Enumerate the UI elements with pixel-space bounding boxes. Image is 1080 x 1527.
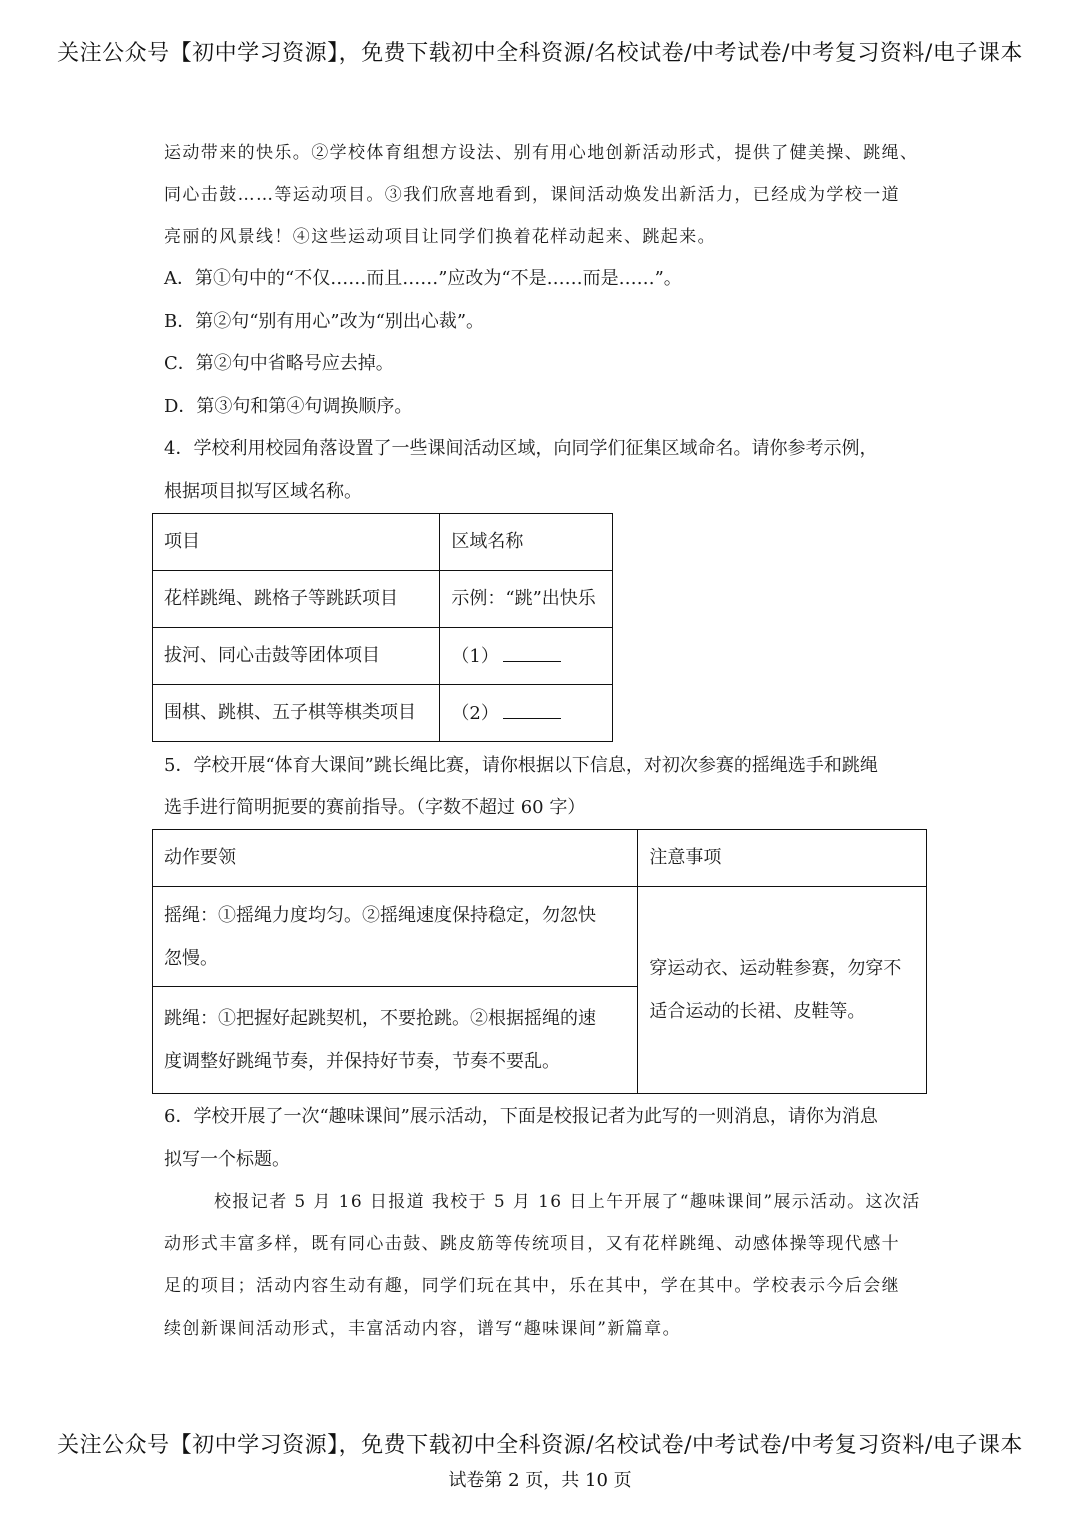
table-cell: 花样跳绳、跳格子等跳跃项目	[153, 571, 440, 628]
notes-line: 穿运动衣、运动鞋参赛，勿穿不	[649, 958, 902, 979]
answer-label: （2）	[451, 703, 499, 724]
table-cell	[440, 628, 613, 685]
news-line: 足的项目；活动内容生动有趣，同学们玩在其中，乐在其中，学在其中。学校表示今后会继	[164, 1276, 900, 1296]
table-header-cell: 区域名称	[440, 514, 613, 571]
q3-passage-line: 运动带来的快乐。②学校体育组想方设法、别有用心地创新活动形式，提供了健美操、跳绳、	[164, 143, 919, 163]
header-banner: 关注公众号【初中学习资源】，免费下载初中全科资源/名校试卷/中考试卷/中考复习资料/电子课本	[57, 41, 1023, 66]
table-header-row	[153, 514, 613, 571]
q3-passage-line: 同心击鼓……等运动项目。③我们欣喜地看到，课间活动焕发出新活力，已经成为学校一道	[164, 185, 900, 205]
table-cell	[638, 887, 927, 1094]
q4-stem: 4．学校利用校园角落设置了一些课间活动区域，向同学们征集区域命名。请你参考示例，	[164, 438, 878, 459]
page-number: 试卷第 2 页，共 10 页	[448, 1470, 632, 1491]
table-cell: 示例：“跳”出快乐	[440, 571, 613, 628]
table-header-row	[153, 830, 927, 887]
q4-stem: 根据项目拟写区域名称。	[164, 481, 362, 502]
q6-stem: 6．学校开展了一次“趣味课间”展示活动，下面是校报记者为此写的一则消息，请你为消息	[164, 1106, 878, 1127]
table-cell: 拔河、同心击鼓等团体项目	[153, 628, 440, 685]
q6-stem: 拟写一个标题。	[164, 1149, 290, 1170]
q3-option-b: B．第②句“别有用心”改为“别出心裁”。	[164, 311, 485, 332]
q5-stem: 5．学校开展“体育大课间”跳长绳比赛，请你根据以下信息，对初次参赛的摇绳选手和跳绳	[164, 755, 878, 776]
table-cell	[153, 887, 638, 987]
notes-line: 适合运动的长裙、皮鞋等。	[649, 1001, 866, 1022]
table-cell: 围棋、跳棋、五子棋等棋类项目	[153, 685, 440, 742]
table-row	[153, 887, 927, 987]
table-cell	[440, 685, 613, 742]
table-row	[153, 628, 613, 685]
table-cell	[153, 987, 638, 1094]
footer-banner: 关注公众号【初中学习资源】，免费下载初中全科资源/名校试卷/中考试卷/中考复习资料/电子课本	[57, 1433, 1023, 1458]
table-header-cell: 项目	[153, 514, 440, 571]
q3-option-d: D．第③句和第④句调换顺序。	[164, 396, 413, 417]
q3-option-a: A．第①句中的“不仅……而且……”应改为“不是……而是……”。	[164, 268, 682, 289]
table-row	[153, 571, 613, 628]
rope-swing-line: 忽慢。	[164, 947, 218, 969]
q5-table	[152, 829, 927, 1094]
answer-blank-1[interactable]	[503, 643, 561, 662]
rope-swing-line: 摇绳：①摇绳力度均匀。②摇绳速度保持稳定，勿忽快	[164, 904, 596, 926]
q3-passage-line: 亮丽的风景线！④这些运动项目让同学们换着花样动起来、跳起来。	[164, 227, 716, 247]
answer-label: （1）	[451, 646, 499, 667]
news-line: 续创新课间活动形式，丰富活动内容，谱写“趣味课间”新篇章。	[164, 1319, 681, 1339]
table-header-cell: 动作要领	[153, 830, 638, 887]
q4-table	[152, 513, 613, 742]
rope-jump-line: 跳绳：①把握好起跳契机，不要抢跳。②根据摇绳的速	[164, 1008, 596, 1029]
rope-jump-line: 度调整好跳绳节奏，并保持好节奏，节奏不要乱。	[164, 1051, 560, 1072]
news-line: 校报记者 5 月 16 日报道 我校于 5 月 16 日上午开展了“趣味课间”展示活动。这次活	[214, 1192, 921, 1212]
table-row	[153, 685, 613, 742]
table-header-cell: 注意事项	[638, 830, 927, 887]
q3-option-c: C．第②句中省略号应去掉。	[164, 353, 394, 374]
news-line: 动形式丰富多样，既有同心击鼓、跳皮筋等传统项目，又有花样跳绳、动感体操等现代感十	[164, 1234, 900, 1254]
q5-stem: 选手进行简明扼要的赛前指导。（字数不超过 60 字）	[164, 797, 586, 818]
answer-blank-2[interactable]	[503, 700, 561, 719]
